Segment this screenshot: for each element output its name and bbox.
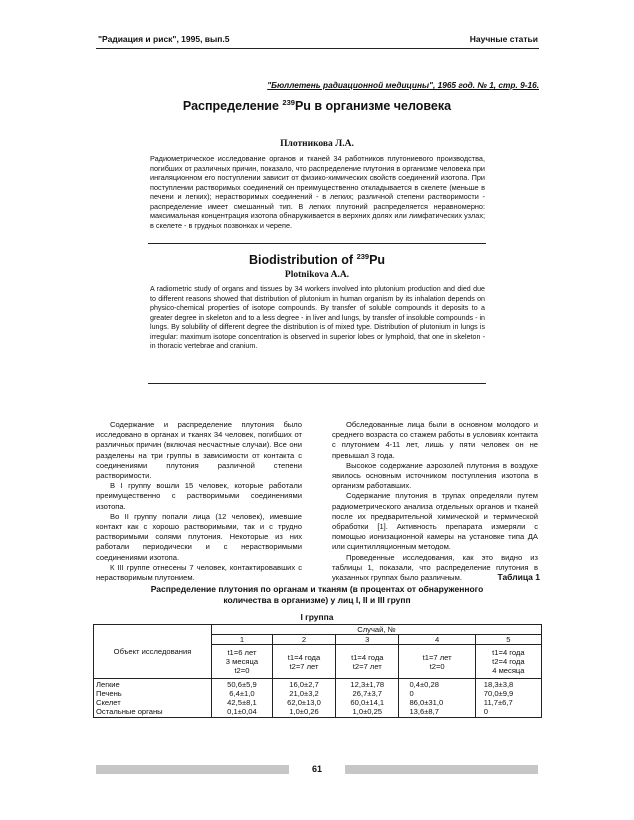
title-ru-prefix: Распределение (182, 99, 283, 114)
source-reference: "Бюллетень радиационной медицины", 1965 год. № 1, стр. 9-16. (267, 80, 539, 90)
case-params (399, 645, 475, 679)
case-values (475, 679, 541, 718)
value: 13,6±8,7 (409, 707, 439, 716)
paragraph: К III группе отнесены 7 человек, контактировавших с нерастворимым плутонием. (96, 562, 302, 583)
value: 18,3±3,8 (483, 680, 514, 689)
value: 60,0±14,1 (350, 698, 385, 707)
value: 26,7±3,7 (352, 689, 383, 698)
case-number: 4 (399, 635, 475, 645)
abstract-divider-top (148, 243, 486, 244)
abstract-en: A radiometric study of organs and tissues by 34 workers involved into plutonium production and died due to different reasons showed that distribution of plutonium in human organism by its inhalation depends on physico-chemical properties of isotope compounds. By transfer of soluble compounds it deposits to a greater degree in skeleton and to a less degree - in liver and lungs, by transfer of insoluble compounds - in lungs. By solubility of different degree the distribution is of mixed type. Distribution of plutonium in lungs is irregular: maximum isotope concentration is observed in superior lobes or lymphoid, that one in skeleton - in thoracic vertebrae and cranium. (150, 285, 485, 350)
title-ru-isotope-mass: 239 (282, 98, 295, 107)
body-column-left (96, 420, 302, 583)
data-table (93, 624, 542, 718)
page-number: 61 (311, 764, 322, 774)
paragraph: В I группу вошли 15 человек, которые работали преимущественно с растворимыми соединениями изотопа. (96, 481, 302, 511)
case-column-header: Случай, № (212, 625, 542, 635)
param-line: t1=4 года (492, 648, 525, 657)
value: 70,0±9,9 (483, 689, 514, 698)
param-line: 3 месяца (225, 657, 259, 666)
article-title-en (0, 252, 634, 267)
abstract-ru: Радиометрическое исследование органов и тканей 34 работников плутониевого производства, погибших от различных причин, показало, что распределение плутония в организме человека при ингаляционном его поступлении зависит от физико-химических свойств соединений изотопа. При поступлении растворимых соединений он преимущественно откладывается в скелете (меньше в печени и легких); нерастворимых соединений - в легких; различной степени растворимости - распределение имеет смешанный тип. В легких плутоний распределяется неравномерно: максимальная концентрация изотопа обнаруживается в верхних долях или лимфатических узлах; в скелете - в грудных позвонках и черепе. (150, 154, 485, 230)
abstract-divider-bottom (148, 383, 486, 384)
case-params (475, 645, 541, 679)
param-line: t2=7 лет (289, 661, 319, 671)
title-en-isotope-mass: 239 (356, 252, 370, 261)
title-en-suffix: Pu (369, 253, 386, 268)
paragraph: Содержание и распределение плутония было исследовано в органах и тканях 34 человек, погибших от различных причин (включая несчастные случаи). Все они разделены на три группы в зависимости от контакта с соединениями плутония различной степени растворимости. (96, 420, 302, 481)
title-en-prefix: Biodistribution of (248, 253, 357, 268)
value: 6,4±1,0 (229, 689, 255, 698)
value: 16,0±2,7 (289, 680, 319, 689)
table-group-label: I группа (300, 612, 334, 622)
case-number: 5 (475, 635, 541, 645)
param-line: t2=4 года (492, 657, 525, 666)
paragraph: Обследованные лица были в основном молодого и среднего возраста со стажем работы в условиях контакта с плутонием 4-11 лет, лишь у пяти человек он не превышал 3 года. (332, 420, 538, 460)
title-ru-suffix: Pu в организме человека (294, 99, 452, 114)
row-name: Легкие (96, 680, 120, 689)
paragraph: Высокое содержание аэрозолей плутония в воздухе явилось основным источником поступления изотопа в организм работавших. (332, 460, 538, 491)
value: 42,5±8,1 (227, 698, 257, 707)
param-line: 4 месяца (492, 666, 525, 675)
case-number: 2 (272, 635, 335, 645)
case-number: 1 (212, 635, 273, 645)
param-line: t1=4 года (351, 652, 384, 662)
case-values (336, 679, 399, 718)
table-label: Таблица 1 (497, 572, 540, 582)
param-line: t1=4 года (287, 652, 321, 662)
row-names-cell (94, 679, 212, 718)
running-header-section: Научные статьи (469, 34, 538, 44)
article-title-ru (0, 98, 634, 113)
body-column-right (332, 420, 538, 583)
author-ru: Плотникова Л.А. (280, 139, 354, 149)
value: 50,6±5,9 (227, 680, 257, 689)
case-values (399, 679, 475, 718)
param-line: t1=6 лет (227, 648, 257, 657)
param-line: t2=0 (234, 666, 250, 675)
value: 11,7±6,7 (483, 698, 513, 707)
header-divider (96, 48, 539, 49)
author-en: Plotnikova A.A. (284, 270, 350, 280)
running-header-journal: "Радиация и риск", 1995, вып.5 (98, 34, 230, 44)
object-column-header: Объект исследования (94, 625, 212, 679)
value: 1,0±0,26 (289, 707, 319, 716)
case-params (272, 645, 335, 679)
value: 0,1±0,04 (227, 707, 257, 716)
value: 12,3±1,78 (350, 680, 385, 689)
value: 1,0±0,25 (352, 707, 383, 716)
case-values (272, 679, 335, 718)
value: 0,4±0,28 (409, 680, 439, 689)
value: 86,0±31,0 (409, 698, 444, 707)
param-line: t2=7 лет (352, 661, 382, 671)
value: 0 (483, 707, 489, 716)
table-title: Распределение плутония по органам и тканям (в процентах от обнаруженного количества в организме) у лиц I, II и III групп (150, 584, 484, 605)
value: 21,0±3,2 (289, 689, 319, 698)
value: 0 (409, 689, 414, 698)
case-params (336, 645, 399, 679)
paragraph: Содержание плутония в трупах определяли путем радиометрического анализа отдельных органов и тканей после их предварительной химической и термической обработки [1]. Активность препарата измеряли с помощью ионизационной камеры на установке типа ДА или сцинтилляционным методом. (332, 491, 538, 552)
case-number: 3 (336, 635, 399, 645)
paragraph: Во II группу попали лица (12 человек), имевшие контакт как с хорошо растворимыми, так и с трудно растворимыми солями плутония. Некоторые из них работали периодически и с нерастворимыми соединениями изотопа. (96, 511, 302, 562)
row-name: Остальные органы (96, 707, 163, 716)
row-name: Печень (96, 689, 122, 698)
row-name: Скелет (96, 698, 121, 707)
paragraph: Проведенные исследования, как это видно из таблицы 1, показали, что распределение плутония в указанных группах было различным. (332, 552, 538, 583)
param-line: t2=0 (429, 661, 445, 671)
param-line: t1=7 лет (422, 652, 452, 662)
case-params (212, 645, 273, 679)
case-values (212, 679, 273, 718)
value: 62,0±13,0 (287, 698, 321, 707)
